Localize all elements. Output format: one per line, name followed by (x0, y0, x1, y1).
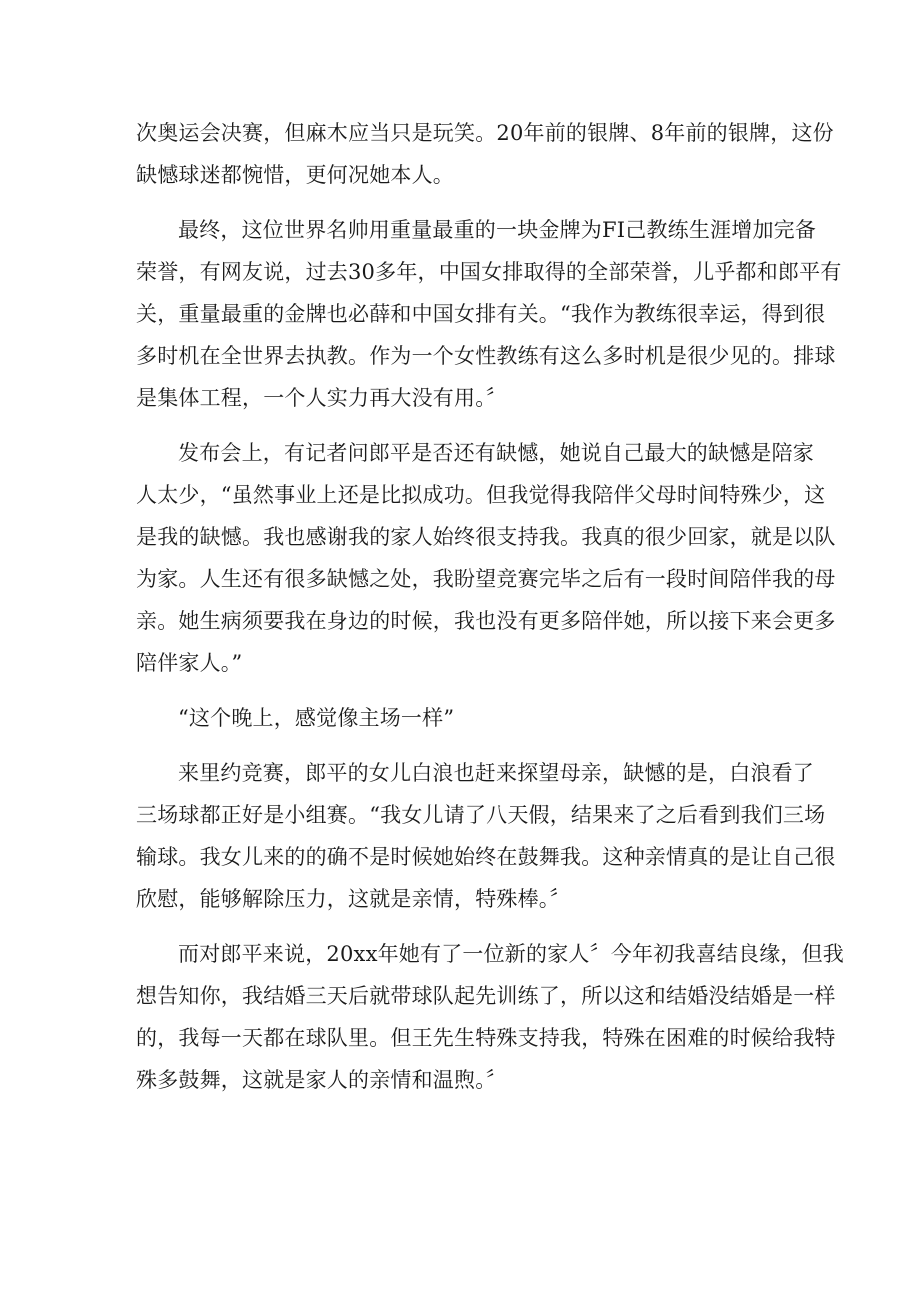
section-subheading (136, 697, 796, 739)
paragraph (136, 432, 836, 684)
text-line: 人太少，“虽然事业上还是比拟成功。但我觉得我陪伴父母时间特殊少，这 (136, 483, 826, 507)
paragraph (136, 112, 834, 196)
document-body (136, 112, 845, 1101)
text-line: 次奥运会决赛，但麻木应当只是玩笑。20年前的银牌、8年前的银牌，这份 (136, 121, 834, 145)
text-line: 为家。人生还有很多缺憾之处，我盼望竞赛完毕之后有一段时间陪伴我的母 (136, 567, 836, 591)
text-line: 发布会上，有记者问郎平是否还有缺憾，她说自己最大的缺憾是陪家 (178, 441, 814, 465)
text-line: 欣慰，能够解除压力，这就是亲情，特殊棒。〞 (136, 887, 571, 911)
text-line: 关，重量最重的金牌也必薛和中国女排有关。“我作为教练很幸运，得到很 (136, 302, 826, 326)
text-line: 多时机在全世界去执教。作为一个女性教练有这么多时机是很少见的。排球 (136, 344, 836, 368)
text-line: 的，我每一天都在球队里。但王先生特殊支持我，特殊在困难的时候给我特 (136, 1026, 836, 1050)
text-line: 输球。我女儿来的的确不是时候她始终在鼓舞我。这种亲情真的是让自己很 (136, 845, 836, 869)
paragraph (136, 209, 842, 419)
text-line: 是集体工程，一个人实力再大没有用。〞 (136, 386, 508, 410)
text-line: 缺憾球迷都惋惜，更何况她本人。 (136, 163, 454, 187)
subheading-text: “这个晚上，感觉像主场一样” (178, 706, 455, 730)
text-line: 三场球都正好是小组赛。“我女儿请了八天假，结果来了之后看到我们三场 (136, 803, 826, 827)
paragraph (136, 752, 836, 920)
text-line: 来里约竞赛，郎平的女儿白浪也赶来探望母亲，缺憾的是，白浪看了 (178, 761, 814, 785)
text-line: 荣誉，有网友说，过去30多年，中国女排取得的全部荣誉，儿乎都和郎平有 (136, 260, 842, 284)
text-line: 最终，这位世界名帅用重量最重的一块金牌为FI己教练生涯增加完备 (178, 218, 817, 242)
text-line: 亲。她生病须要我在身边的时候，我也没有更多陪伴她，所以接下来会更多 (136, 609, 836, 633)
text-line: 陪伴家人。” (136, 651, 243, 675)
text-line: 想告知你，我结婚三天后就带球队起先训练了，所以这和结婚没结婚是一样 (136, 984, 836, 1008)
text-line: 是我的缺憾。我也感谢我的家人始终很支持我。我真的很少回家，就是以队 (136, 525, 836, 549)
text-line: 殊多鼓舞，这就是家人的亲情和温煦。〞 (136, 1068, 508, 1092)
text-line: 而对郎平来说，20xx年她有了一位新的家人〞今年初我喜结良缘，但我 (178, 942, 845, 966)
paragraph (136, 933, 845, 1101)
